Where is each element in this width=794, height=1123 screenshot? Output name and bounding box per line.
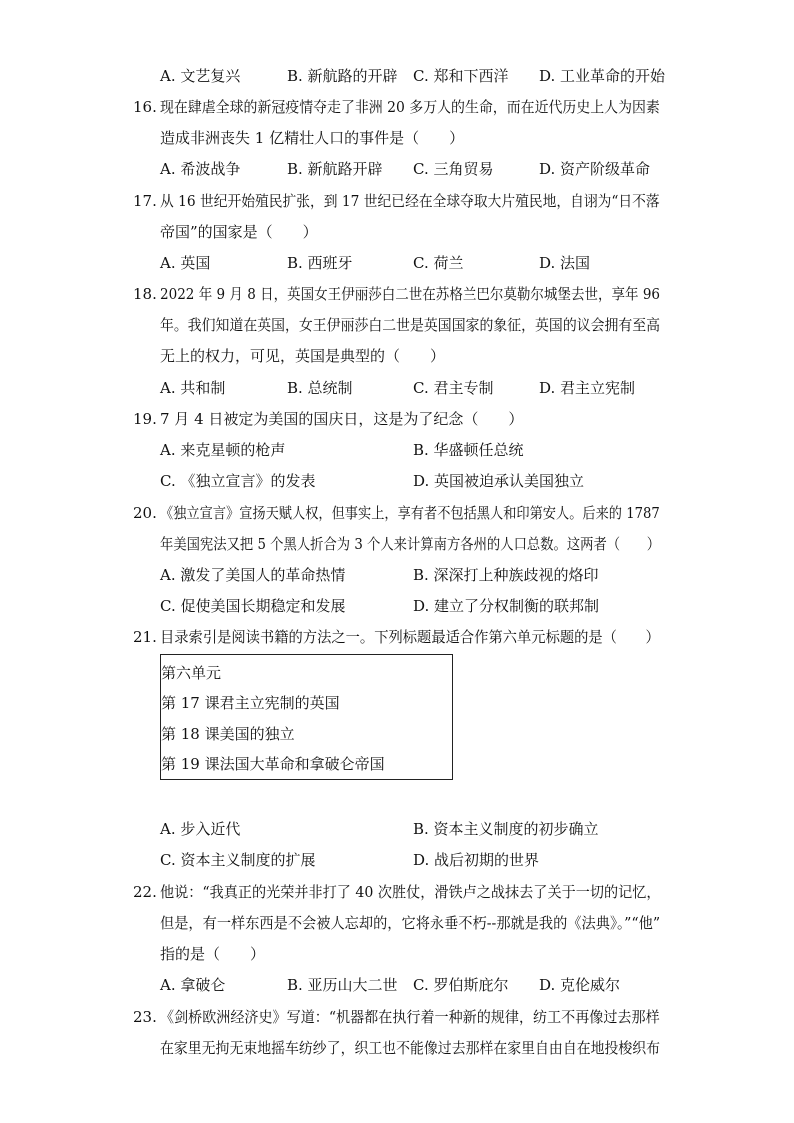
q19-stem-line-1: 7 月 4 日被定为美国的国庆日，这是为了纪念（ ） [160,410,524,428]
q21-stem-line-1: 目录索引是阅读书籍的方法之一。下列标题最适合作第六单元标题的是（ ） [160,628,660,646]
toc-lesson-19: 第 19 课法国大革命和拿破仑帝国 [161,755,385,773]
q20-option-d: D. 建立了分权制衡的联邦制 [413,597,600,615]
q17-option-a: A. 英国 [160,254,211,272]
toc-unit-title: 第六单元 [161,664,222,682]
q16-option-b: B. 新航路开辟 [287,160,383,178]
q15-option-c: C. 郑和下西洋 [413,67,509,85]
q22-stem-line-3: 指的是（ ） [160,945,266,963]
q22-stem-line-2: 但是，有一样东西是不会被人忘却的，它将永垂不朽--那就是我的《法典》。”“他” [160,914,661,932]
q19-number: 19. [133,410,157,428]
q18-stem-line-2: 年。我们知道在英国，女王伊丽莎白二世是英国国家的象征，英国的议会拥有至高 [160,316,661,334]
q20-number: 20. [133,504,157,522]
q18-option-c: C. 君主专制 [413,379,494,397]
q18-stem-line-3: 无上的权力，可见，英国是典型的（ ） [160,347,446,365]
q15-option-d: D. 工业革命的开始 [539,67,666,85]
q16-option-c: C. 三角贸易 [413,160,494,178]
q17-option-d: D. 法国 [539,254,591,272]
q22-option-a: A. 拿破仑 [160,976,226,994]
q22-option-d: D. 克伦威尔 [539,976,621,994]
q23-stem-line-2: 在家里无拘无束地摇车纺纱了，织工也不能像过去那样在家里自由自在地投梭织布 [160,1039,661,1057]
q19-option-b: B. 华盛顿任总统 [413,441,524,459]
q16-option-d: D. 资产阶级革命 [539,160,651,178]
table-of-contents-box [160,654,453,780]
q20-option-c: C. 促使美国长期稳定和发展 [160,597,346,615]
q22-stem-line-1: 他说：“我真正的光荣并非打了 40 次胜仗，滑铁卢之战抹去了关于一切的记忆， [160,883,661,901]
q17-number: 17. [133,192,157,210]
q16-option-a: A. 希波战争 [160,160,241,178]
q16-number: 16. [133,98,157,116]
toc-lesson-18: 第 18 课美国的独立 [161,725,295,743]
q18-number: 18. [133,285,157,303]
q19-option-a: A. 来克星顿的枪声 [160,441,286,459]
q21-option-b: B. 资本主义制度的初步确立 [413,820,599,838]
q15-option-b: B. 新航路的开辟 [287,67,398,85]
q20-option-a: A. 激发了美国人的革命热情 [160,566,346,584]
q18-option-d: D. 君主立宪制 [539,379,636,397]
q22-option-b: B. 亚历山大二世 [287,976,398,994]
q23-number: 23. [133,1008,157,1026]
q21-option-d: D. 战后初期的世界 [413,851,540,869]
q20-stem-line-2: 年美国宪法又把 5 个黑人折合为 3 个人来计算南方各州的人口总数。这两者（ ） [160,535,661,553]
q22-number: 22. [133,883,157,901]
q21-number: 21. [133,628,157,646]
q21-option-a: A. 步入近代 [160,820,241,838]
q17-option-b: B. 西班牙 [287,254,353,272]
q18-stem-line-1: 2022 年 9 月 8 日，英国女王伊丽莎白二世在苏格兰巴尔莫勒尔城堡去世，享年 96 [160,285,661,303]
q18-option-a: A. 共和制 [160,379,226,397]
q20-option-b: B. 深深打上种族歧视的烙印 [413,566,599,584]
q17-stem-line-2: 帝国”的国家是（ ） [160,223,318,241]
q16-stem-line-2: 造成非洲丧失 1 亿精壮人口的事件是（ ） [160,129,465,147]
q20-stem-line-1: 《独立宣言》宣扬天赋人权，但事实上，享有者不包括黑人和印第安人。后来的 1787 [160,504,660,522]
toc-lesson-17: 第 17 课君主立宪制的英国 [161,694,340,712]
q21-option-c: C. 资本主义制度的扩展 [160,851,316,869]
q22-option-c: C. 罗伯斯庇尔 [413,976,509,994]
q15-option-a: A. 文艺复兴 [160,67,241,85]
q17-option-c: C. 荷兰 [413,254,464,272]
q16-stem-line-1: 现在肆虐全球的新冠疫情夺走了非洲 20 多万人的生命，而在近代历史上人为因素 [160,98,660,116]
q18-option-b: B. 总统制 [287,379,353,397]
q17-stem-line-1: 从 16 世纪开始殖民扩张，到 17 世纪已经在全球夺取大片殖民地，自诩为“日不落 [160,192,660,210]
q23-stem-line-1: 《剑桥欧洲经济史》写道：“机器都在执行着一种新的规律，纺工不再像过去那样 [160,1008,660,1026]
q19-option-c: C. 《独立宣言》的发表 [160,472,316,490]
q19-option-d: D. 英国被迫承认美国独立 [413,472,585,490]
